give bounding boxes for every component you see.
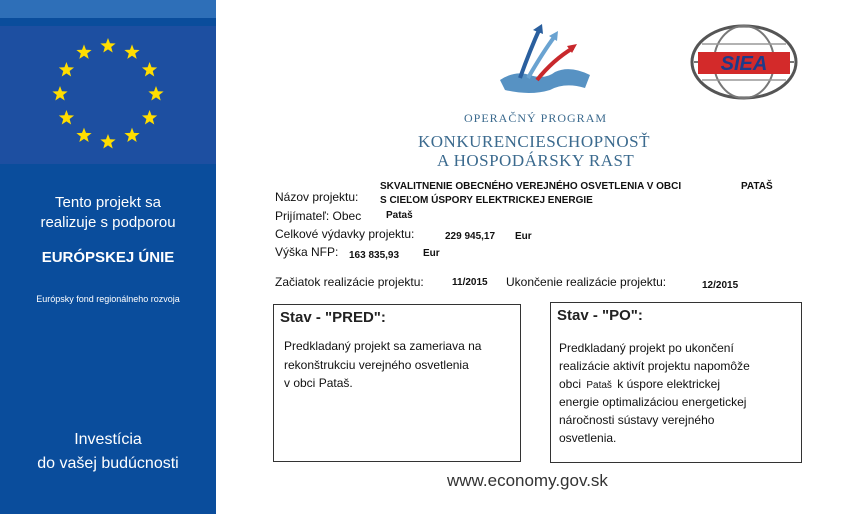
eu-star-icon (59, 62, 74, 76)
nfp-unit: Eur (423, 248, 440, 259)
investment-line-1: Investícia (74, 431, 142, 448)
before-state-box (273, 304, 521, 462)
investment-text (0, 428, 216, 476)
support-text (0, 193, 216, 233)
op-small-title: OPERAČNÝ PROGRAM (464, 111, 608, 125)
expenses-unit: Eur (515, 231, 532, 242)
recipient-label: Prijímateľ: Obec (275, 209, 362, 223)
after-line-2: realizácie aktivít projektu napomôže (559, 359, 750, 373)
op-title-line-2: A HOSPODÁRSKY RAST (437, 151, 635, 170)
start-value: 11/2015 (452, 277, 488, 288)
after-line-1: Predkladaný projekt po ukončení (559, 341, 734, 355)
eu-star-icon (76, 44, 91, 58)
before-state-title: Stav - "PRED": (280, 309, 386, 326)
eu-star-icon (59, 110, 74, 124)
after-village: Pataš (586, 380, 612, 391)
project-name-village: PATAŠ (741, 181, 773, 192)
eu-star-icon (100, 38, 115, 52)
eu-star-icon (124, 128, 139, 142)
eu-stars-icon (0, 26, 216, 164)
before-line-2: rekonštrukciu verejného osvetlenia (284, 358, 469, 372)
support-line-2: realizuje s podporou (40, 214, 176, 231)
eu-title: EURÓPSKEJ ÚNIE (41, 249, 175, 266)
end-label: Ukončenie realizácie projektu: (506, 275, 667, 289)
after-line-4: energie optimalizáciou energetickej (559, 395, 747, 409)
after-line-6: osvetlenia. (559, 431, 617, 445)
expenses-value: 229 945,17 (445, 231, 496, 242)
project-name-line-2: S CIEĽOM ÚSPORY ELEKTRICKEJ ENERGIE (380, 195, 593, 206)
website-url: www.economy.gov.sk (447, 471, 608, 490)
eu-sidebar (0, 0, 216, 514)
before-village: Pataš. (318, 376, 353, 390)
eu-star-icon (148, 86, 163, 100)
investment-line-2: do vašej budúcnosti (37, 455, 179, 472)
eu-star-icon (52, 86, 67, 100)
op-title-line-1: KONKURENCIESCHOPNOSŤ (418, 132, 650, 151)
fund-name: Európsky fond regionálneho rozvoja (36, 294, 180, 304)
nfp-value: 163 835,93 (349, 250, 400, 261)
expenses-label: Celkové výdavky projektu: (275, 227, 415, 241)
eu-star-icon (142, 62, 157, 76)
op-logo-icon (495, 20, 595, 100)
after-line-3: obci Pataš k úspore elektrickej (559, 377, 720, 391)
support-line-1: Tento projekt sa (55, 194, 161, 211)
after-state-title: Stav - "PO": (557, 307, 643, 324)
before-line-3: v obci Pataš. (284, 376, 353, 390)
eu-star-icon (76, 128, 91, 142)
end-value: 12/2015 (702, 280, 739, 291)
svg-text:SIEA: SIEA (720, 53, 768, 75)
recipient-value: Pataš (386, 210, 413, 221)
eu-star-icon (124, 44, 139, 58)
eu-star-icon (142, 110, 157, 124)
eu-star-icon (100, 134, 115, 148)
before-line-1: Predkladaný projekt sa zameriava na (284, 339, 482, 353)
project-name-line-1: SKVALITNENIE OBECNÉHO VEREJNÉHO OSVETLENIA V OBCI (380, 181, 682, 192)
nfp-label: Výška NFP: (275, 245, 339, 259)
start-label: Začiatok realizácie projektu: (275, 275, 424, 289)
project-name-label: Názov projektu: (275, 190, 359, 204)
after-state-box (550, 302, 802, 463)
top-strip (0, 0, 216, 18)
after-line-5: náročnosti sústavy verejného (559, 413, 715, 427)
siea-logo-icon (688, 22, 800, 102)
eu-flag (0, 26, 216, 164)
